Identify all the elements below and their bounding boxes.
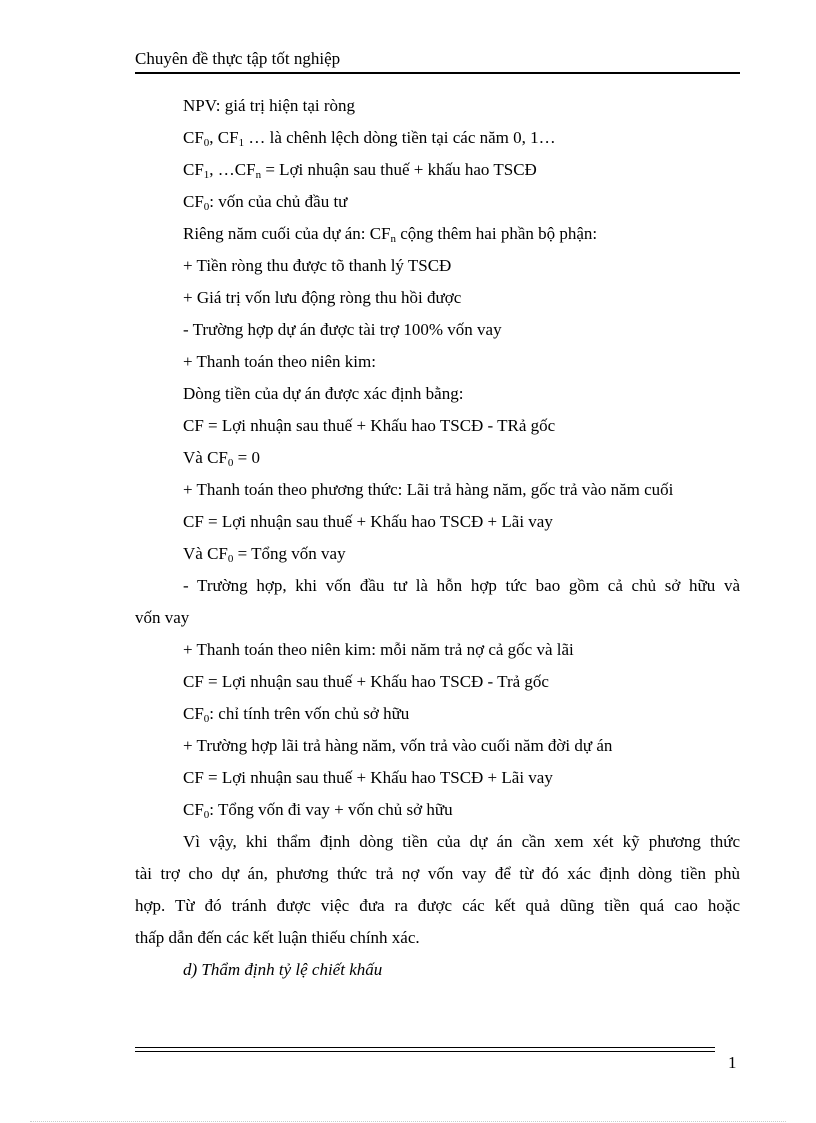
text-line <box>135 90 740 122</box>
text-line: Dòng tiền của dự án được xác định bằng: <box>183 384 464 403</box>
footer-rule <box>135 1047 715 1048</box>
text-line: + Thanh toán theo phương thức: Lãi trả hàng năm, gốc trả vào năm cuối <box>183 480 674 499</box>
text-line: $CF_0$: chỉ tính trên vốn chủ sở hữu <box>183 704 410 725</box>
paragraph-line: tài trợ cho dự án, phương thức trả nợ vốn vay để từ đó xác định dòng tiền phù <box>135 864 740 883</box>
header-title: Chuyên đề thực tập tốt nghiệp <box>135 49 341 68</box>
text-line: + Tiền ròng thu được tõ thanh lý TSCĐ <box>183 256 452 275</box>
text-line: Riêng năm cuối của dự án: $CF_n$ cộng thêm hai phần bộ phận: <box>183 224 598 245</box>
text-line: $CF_0$: Tổng vốn đi vay + vốn chủ sở hữu <box>183 800 453 821</box>
text-line: Và $CF_0$ = Tổng vốn vay <box>183 544 346 565</box>
page-edge-divider <box>30 1121 786 1122</box>
paragraph-line: hợp. Từ đó tránh được việc đưa ra được các kết quả dũng tiền quá cao hoặc <box>135 896 740 915</box>
text-line: CF = Lợi nhuận sau thuế + Khấu hao TSCĐ - Trả gốc <box>183 672 549 691</box>
text-line: - Trường hợp dự án được tài trợ 100% vốn vay <box>183 320 502 339</box>
text-line: $CF_0$: vốn của chủ đầu tư <box>183 192 348 213</box>
paragraph-line: thấp dẫn đến các kết luận thiếu chính xác. <box>135 928 420 947</box>
text-line: vốn vay <box>135 608 190 627</box>
text-line: + Trường hợp lãi trả hàng năm, vốn trả vào cuối năm đời dự án <box>183 736 613 755</box>
footer-rule <box>135 1051 715 1052</box>
text-line: CF = Lợi nhuận sau thuế + Khấu hao TSCĐ + Lãi vay <box>183 512 553 531</box>
text-line: CF = Lợi nhuận sau thuế + Khấu hao TSCĐ - TRả gốc <box>183 416 556 435</box>
page-header <box>135 48 740 74</box>
text-line: $CF_1$, $\dots CF_n$ = Lợi nhuận sau thuế + khấu hao TSCĐ <box>183 160 537 181</box>
section-subheading: d) Thẩm định tỷ lệ chiết khấu <box>183 960 383 979</box>
text-line: $CF_0$, $CF_1$ … là chênh lệch dòng tiền tại các năm 0, 1… <box>183 128 556 149</box>
text-line: + Giá trị vốn lưu động ròng thu hồi được <box>183 288 462 307</box>
text-line: Và $CF_0 = 0$ <box>183 448 260 469</box>
text-line: CF = Lợi nhuận sau thuế + Khấu hao TSCĐ + Lãi vay <box>183 768 553 787</box>
text: NPV: giá trị hiện tại ròng <box>183 96 356 115</box>
paragraph-line: Vì vậy, khi thẩm định dòng tiền của dự án cần xem xét kỹ phương thức <box>183 832 740 851</box>
text-line: - Trường hợp, khi vốn đầu tư là hỗn hợp tức bao gồm cả chủ sở hữu và <box>183 576 740 595</box>
page-number: 1 <box>728 1053 737 1072</box>
document-body <box>135 90 740 986</box>
text-line: + Thanh toán theo niên kim: mỗi năm trả nợ cả gốc và lãi <box>183 640 574 659</box>
text-line: + Thanh toán theo niên kim: <box>183 352 376 371</box>
